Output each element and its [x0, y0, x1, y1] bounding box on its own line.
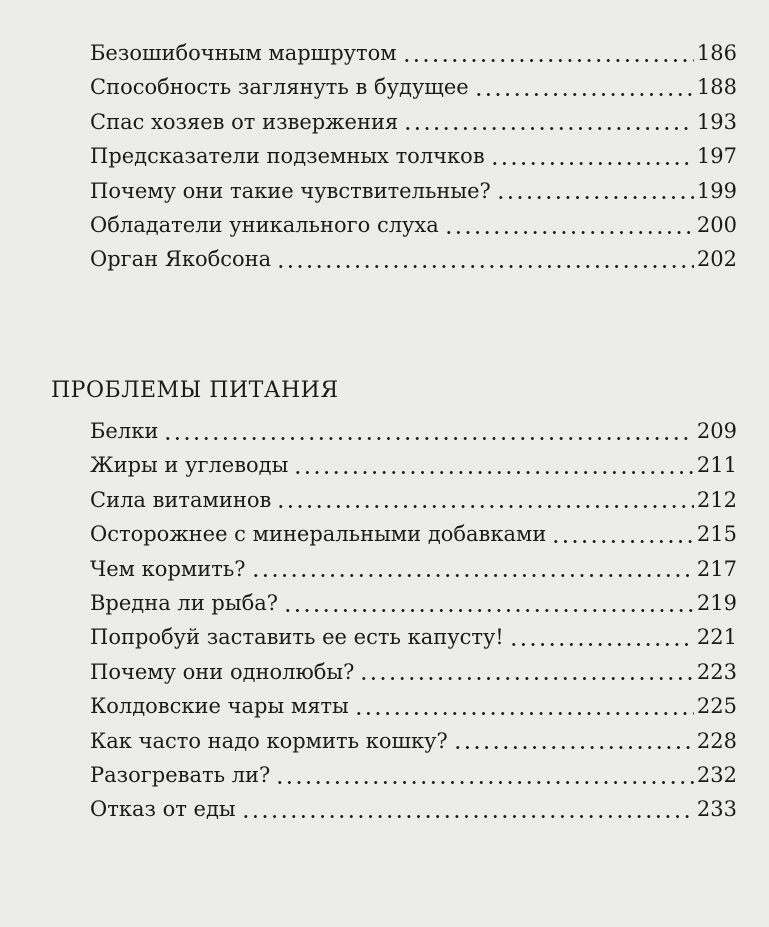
toc-entry [90, 792, 737, 826]
dot-leader [283, 609, 694, 612]
toc-entry-page: 200 [696, 212, 737, 237]
toc-entry-title: Почему они такие чувствительные? [90, 178, 491, 203]
toc-entry [90, 724, 737, 758]
toc-entry-page: 233 [696, 797, 737, 822]
toc-entry [90, 586, 737, 620]
toc-entry-title: Предсказатели подземных толчков [90, 144, 485, 169]
toc-entry-title: Жиры и углеводы [90, 453, 289, 478]
toc-entry [90, 105, 737, 139]
toc-entry-page: 232 [696, 762, 737, 787]
toc-entry-title: Попробуй заставить ее есть капусту! [90, 625, 504, 650]
dot-leader [402, 59, 694, 62]
toc-entry-title: Безошибочным маршрутом [90, 41, 397, 65]
toc-entry-page: 211 [696, 453, 737, 478]
dot-leader [444, 231, 694, 234]
toc-entry [90, 552, 737, 586]
dot-leader [251, 574, 694, 577]
toc-entry [90, 517, 737, 551]
toc-entry-title: Орган Якобсона [90, 247, 272, 272]
dot-leader [359, 677, 694, 680]
toc-entry [90, 139, 737, 173]
toc-entry-page: 221 [696, 625, 737, 650]
toc-entry [90, 174, 737, 208]
toc-entry-page: 197 [696, 144, 737, 169]
toc-entry [90, 414, 737, 448]
dot-leader [509, 643, 694, 646]
toc-entry [90, 242, 737, 276]
toc-entry-title: Спас хозяев от извержения [90, 109, 399, 134]
dot-leader [490, 162, 694, 165]
toc-entry-title: Разогревать ли? [90, 762, 271, 787]
toc-entry [90, 758, 737, 792]
dot-leader [241, 815, 694, 818]
dot-leader [551, 540, 694, 543]
toc-entry [90, 689, 737, 723]
toc-entry [90, 655, 737, 689]
dot-leader [453, 746, 694, 749]
toc-entry-title: Отказ от еды [90, 797, 236, 822]
dot-leader [474, 93, 694, 96]
toc-entry-title: Колдовские чары мяты [90, 694, 349, 719]
dot-leader [276, 265, 694, 268]
toc-entry-page: 212 [696, 487, 737, 512]
toc-entry-page: 217 [696, 556, 737, 581]
toc-entry-title: Сила витаминов [90, 487, 272, 512]
toc-entry-title: Вредна ли рыба? [90, 590, 279, 615]
toc-entry [90, 448, 737, 482]
dot-leader [354, 712, 694, 715]
dot-leader [276, 505, 694, 508]
section-heading: ПРОБЛЕМЫ ПИТАНИЯ [51, 378, 339, 403]
toc-entry-page: 228 [696, 728, 737, 753]
toc-entry-page: 186 [696, 41, 737, 65]
toc-entry [90, 70, 737, 104]
toc-entry-page: 219 [696, 590, 737, 615]
toc-entry [90, 620, 737, 654]
toc-entry-page: 209 [696, 419, 737, 443]
toc-entry-title: Осторожнее с минеральными добавками [90, 522, 547, 547]
dot-leader [496, 196, 694, 199]
toc-entry-title: Чем кормить? [90, 556, 246, 581]
toc-entry-title: Белки [90, 419, 159, 443]
toc-entry [90, 36, 737, 70]
toc-section-2 [90, 414, 737, 827]
dot-leader [163, 437, 694, 440]
dot-leader [275, 781, 694, 784]
toc-entry-title: Почему они однолюбы? [90, 659, 355, 684]
toc-entry-title: Как часто надо кормить кошку? [90, 728, 448, 753]
toc-entry-title: Способность заглянуть в будущее [90, 75, 469, 100]
toc-entry-page: 199 [696, 178, 737, 203]
toc-entry-page: 223 [696, 659, 737, 684]
toc-entry-page: 215 [696, 522, 737, 547]
toc-section-1 [90, 36, 737, 277]
toc-entry-page: 193 [696, 109, 737, 134]
toc-entry-page: 225 [696, 694, 737, 719]
dot-leader [293, 471, 694, 474]
dot-leader [403, 127, 694, 130]
toc-entry-page: 202 [696, 247, 737, 272]
toc-entry-title: Обладатели уникального слуха [90, 212, 439, 237]
toc-entry-page: 188 [696, 75, 737, 100]
toc-entry [90, 208, 737, 242]
toc-entry [90, 483, 737, 517]
